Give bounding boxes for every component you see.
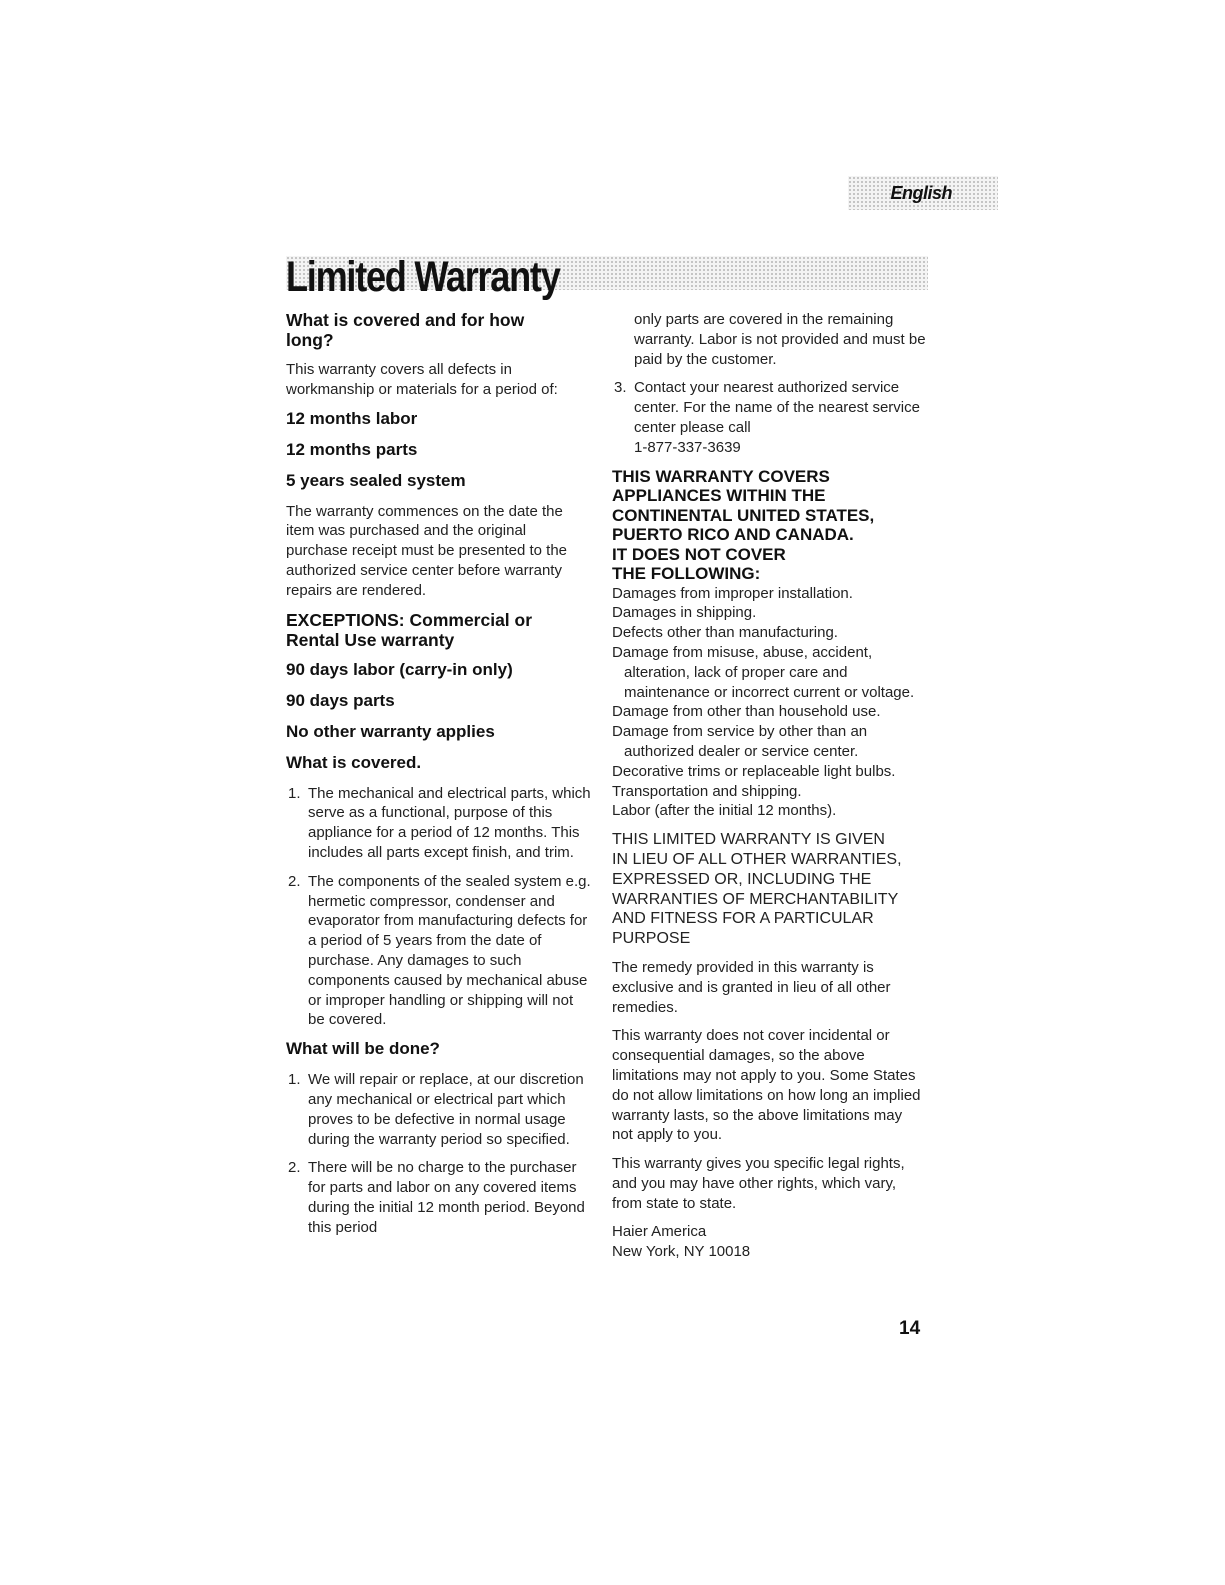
list-number: 1. [288, 784, 301, 802]
exclusion-item: Decorative trims or replaceable light bulbs. [612, 762, 896, 780]
list-number: 2. [288, 1159, 301, 1177]
list-text: only parts are covered in the remaining warranty. Labor is not provided and must be paid by the customer. [634, 311, 926, 368]
heading-what-done: What will be done? [286, 1039, 440, 1059]
exclusions-list [612, 584, 927, 822]
list-item [286, 1158, 591, 1237]
list-number: 1. [288, 1071, 301, 1089]
rights-statement: This warranty gives you specific legal rights, and you may have other rights, which vary, from state to state. [612, 1155, 905, 1212]
list-number: 3. [614, 379, 627, 397]
page-title: Limited Warranty [286, 253, 560, 301]
list-text: The components of the sealed system e.g. hermetic compressor, condenser and evaporator from manufacturing defects for a period of 5 years from the date of purchase. Any damages to such components caused by mechanical abuse or improper handling or shipping will not be covered. [308, 872, 591, 1029]
term-sealed-system: 5 years sealed system [286, 470, 466, 490]
exclusion-item: Damage from misuse, abuse, accident, alteration, lack of proper care and maintenance or incorrect current or voltage. [612, 643, 915, 701]
heading-covered-how-long: What is covered and for how long? [286, 310, 525, 350]
service-phone: 1-877-337-3639 [634, 438, 741, 456]
language-label: English [890, 183, 952, 203]
done-list-continued [612, 310, 927, 458]
exclusion-item: Transportation and shipping. [612, 782, 802, 800]
term-labor: 12 months labor [286, 408, 418, 428]
company-city: New York, NY 10018 [612, 1243, 751, 1261]
list-item [286, 872, 591, 1030]
remedy-statement: The remedy provided in this warranty is exclusive and is granted in lieu of all other remedies. [612, 958, 891, 1016]
exclusion-item: Damages in shipping. [612, 604, 757, 622]
list-item [612, 378, 927, 457]
list-text: There will be no charge to the purchaser for parts and labor on any covered items during the initial 12 month period. Beyond this period [308, 1159, 585, 1236]
commencement-text: The warranty commences on the date the item was purchased and the original purchase receipt must be presented to the authorized service center before warranty repairs are rendered. [286, 502, 568, 599]
left-column [286, 310, 591, 1247]
list-item [286, 784, 591, 863]
page-number: 14 [899, 1318, 921, 1339]
covered-list [286, 784, 591, 1031]
incidental-statement: This warranty does not cover incidental or consequential damages, so the above limitations may not apply to you. Some States do not allow limitations on how long an implied warranty lasts, so the above limitations may not apply to you. [612, 1027, 921, 1144]
heading-exceptions: EXCEPTIONS: Commercial or Rental Use warranty [286, 609, 533, 650]
heading-coverage-region: THIS WARRANTY COVERS APPLIANCES WITHIN THE CONTINENTAL UNITED STATES, PUERTO RICO AND CANADA. [612, 466, 875, 545]
list-text: We will repair or replace, at our discretion any mechanical or electrical part which proves to be defective in normal usage during the warranty period so specified. [308, 1071, 584, 1148]
heading-not-cover: IT DOES NOT COVER THE FOLLOWING: [612, 544, 786, 584]
exclusion-item: Labor (after the initial 12 months). [612, 802, 837, 820]
company-name: Haier America [612, 1223, 707, 1241]
list-number: 2. [288, 872, 301, 890]
coverage-intro: This warranty covers all defects in workmanship or materials for a period of: [286, 361, 558, 398]
list-text: Contact your nearest authorized service center. For the name of the nearest service center please call [634, 379, 920, 436]
list-item [286, 1070, 591, 1149]
list-text: The mechanical and electrical parts, which serve as a functional, purpose of this appliance for a period of 12 months. This includes all parts except finish, and trim. [308, 784, 591, 861]
done-list [286, 1070, 591, 1237]
exclusion-item: Damage from other than household use. [612, 703, 881, 721]
list-item-continued [612, 310, 927, 369]
exclusion-item: Defects other than manufacturing. [612, 624, 838, 642]
exception-no-other: No other warranty applies [286, 721, 495, 741]
heading-what-covered: What is covered. [286, 752, 422, 772]
right-column [612, 310, 927, 1262]
exception-parts: 90 days parts [286, 690, 395, 710]
exception-labor: 90 days labor (carry-in only) [286, 659, 513, 679]
lieu-statement: THIS LIMITED WARRANTY IS GIVEN IN LIEU OF ALL OTHER WARRANTIES, EXPRESSED OR, INCLUDING THE WARRANTIES OF MERCHANTABILITY AND FITNESS FOR A PARTICULAR PURPOSE [612, 831, 902, 948]
exclusion-item: Damages from improper installation. [612, 584, 853, 602]
exclusion-item: Damage from service by other than an authorized dealer or service center. [612, 723, 868, 760]
language-tab [848, 176, 998, 210]
term-parts: 12 months parts [286, 439, 418, 459]
